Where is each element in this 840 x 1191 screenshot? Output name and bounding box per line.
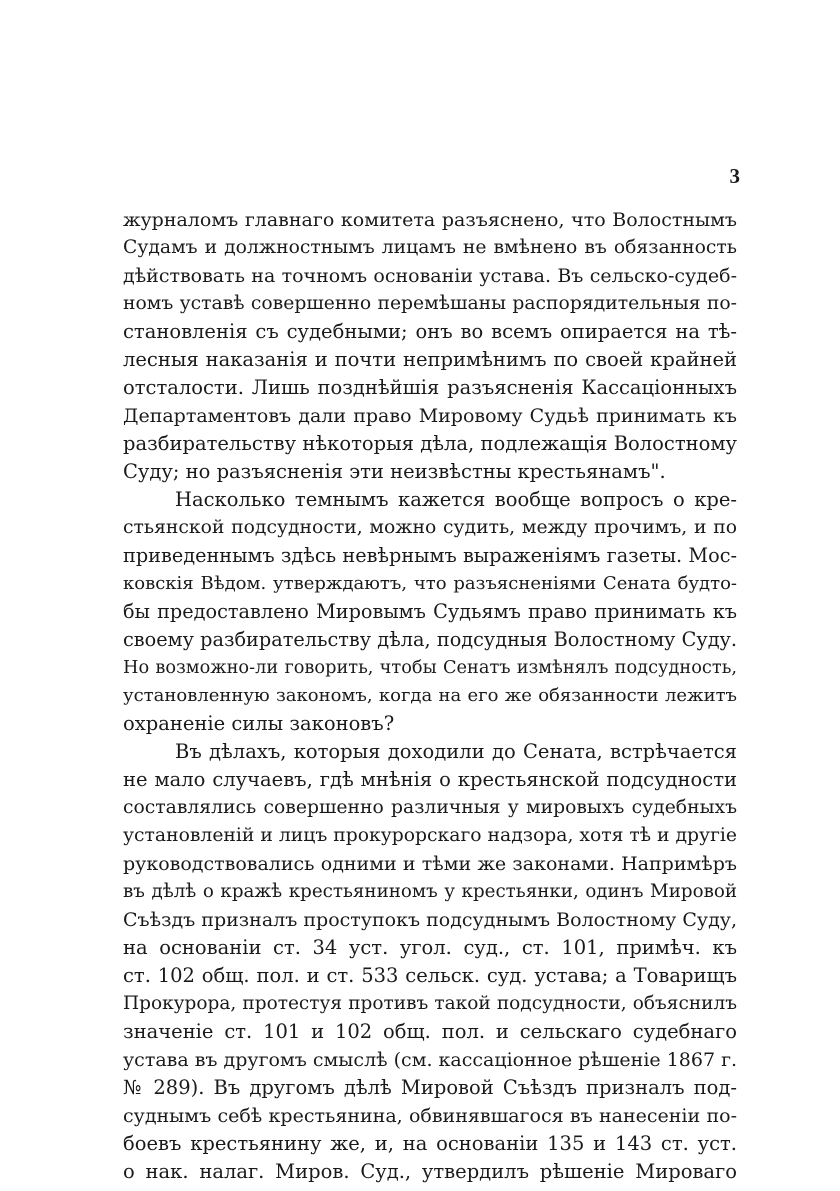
text-line: стьянской подсудности, можно судить, между прочимъ, и по <box>123 517 737 538</box>
text-line: ст. 102 общ. пол. и ст. 533 сельск. суд. устава; а Товарищъ <box>123 964 737 987</box>
text-line: установленную закономъ, когда на его же обязанности лежитъ <box>123 685 737 706</box>
paragraph-first-line: Насколько темнымъ кажется вообще вопросъ о кре- <box>175 488 737 511</box>
body-text <box>123 206 737 1186</box>
text-line: Суду; но разъясненія эти неизвѣстны крестьянамъ". <box>123 460 666 483</box>
text-line: становленія съ судебными; онъ во всемъ опирается на тѣ- <box>123 320 737 343</box>
text-line: не мало случаевъ, гдѣ мнѣнія о крестьянской подсудности <box>123 768 737 791</box>
text-line: Судамъ и должностнымъ лицамъ не вмѣнено въ обязанность <box>123 237 737 258</box>
text-line: въ дѣлѣ о кражѣ крестьяниномъ у крестьянки, одинъ Мировой <box>123 881 737 902</box>
paragraph-first-line: Въ дѣлахъ, которыя доходили до Сената, встрѣчается <box>175 740 737 763</box>
text-line: суднымъ себѣ крестьянина, обвинявшагося въ нанесеніи по- <box>123 1105 737 1127</box>
text-line: Прокурора, протестуя противъ такой подсудности, объяснилъ <box>123 993 737 1014</box>
page-number: 3 <box>729 164 740 188</box>
text-line: Съѣздъ призналъ проступокъ подсуднымъ Волостному Суду, <box>123 909 737 931</box>
text-line: значеніе ст. 101 и 102 общ. пол. и сельскаго судебнаго <box>123 1020 737 1043</box>
text-line: Департаментовъ дали право Мировому Судьѣ принимать къ <box>123 405 737 427</box>
text-line: отсталости. Лишь позднѣйшія разъясненія Кассаціонныхъ <box>123 376 737 399</box>
text-line: охраненіе силы законовъ? <box>123 712 395 735</box>
text-line: установленій и лицъ прокурорскаго надзора, хотя тѣ и другіе <box>123 825 737 846</box>
text-line: своему разбирательству дѣла, подсудныя Волостному Суду. <box>123 628 737 651</box>
text-line: боевъ крестьянину же, и, на основаніи 135 и 143 ст. уст. <box>123 1132 737 1155</box>
text-line: ковскія Вѣдом. утверждаютъ, что разъясненіями Сената будто- <box>123 573 737 594</box>
text-line: о нак. налаг. Миров. Суд., утвердилъ рѣшеніе Мироваго <box>123 1160 737 1183</box>
text-line: разбирательству нѣкоторыя дѣла, подлежащія Волостному <box>123 432 737 455</box>
text-line: на основаніи ст. 34 уст. угол. суд., ст. 101, примѣч. къ <box>123 936 737 959</box>
text-line: лесныя наказанія и почти непримѣнимъ по своей крайней <box>123 348 737 371</box>
text-line: приведеннымъ здѣсь невѣрнымъ выраженіямъ газеты. Мос- <box>123 544 737 567</box>
text-line: дѣйствовать на точномъ основаніи устава. Въ сельско-судеб- <box>123 265 737 287</box>
text-line: руководствовались одними и тѣми же законами. Напримѣръ <box>123 853 737 875</box>
text-line: № 289). Въ другомъ дѣлѣ Мировой Съѣздъ призналъ под- <box>123 1076 737 1099</box>
text-line: бы предоставлено Мировымъ Судьямъ право принимать къ <box>123 600 737 623</box>
text-line: устава въ другомъ смыслѣ (см. кассаціонное рѣшеніе 1867 г. <box>123 1049 737 1071</box>
text-line: номъ уставѣ совершенно перемѣшаны распорядительныя по- <box>123 293 737 314</box>
text-line: Но возможно-ли говорить, чтобы Сенатъ измѣнялъ подсудность, <box>123 658 737 678</box>
text-line: журналомъ главнаго комитета разъяснено, что Волостнымъ <box>123 209 737 231</box>
text-line: составлялись совершенно различныя у мировыхъ судебныхъ <box>123 797 737 818</box>
